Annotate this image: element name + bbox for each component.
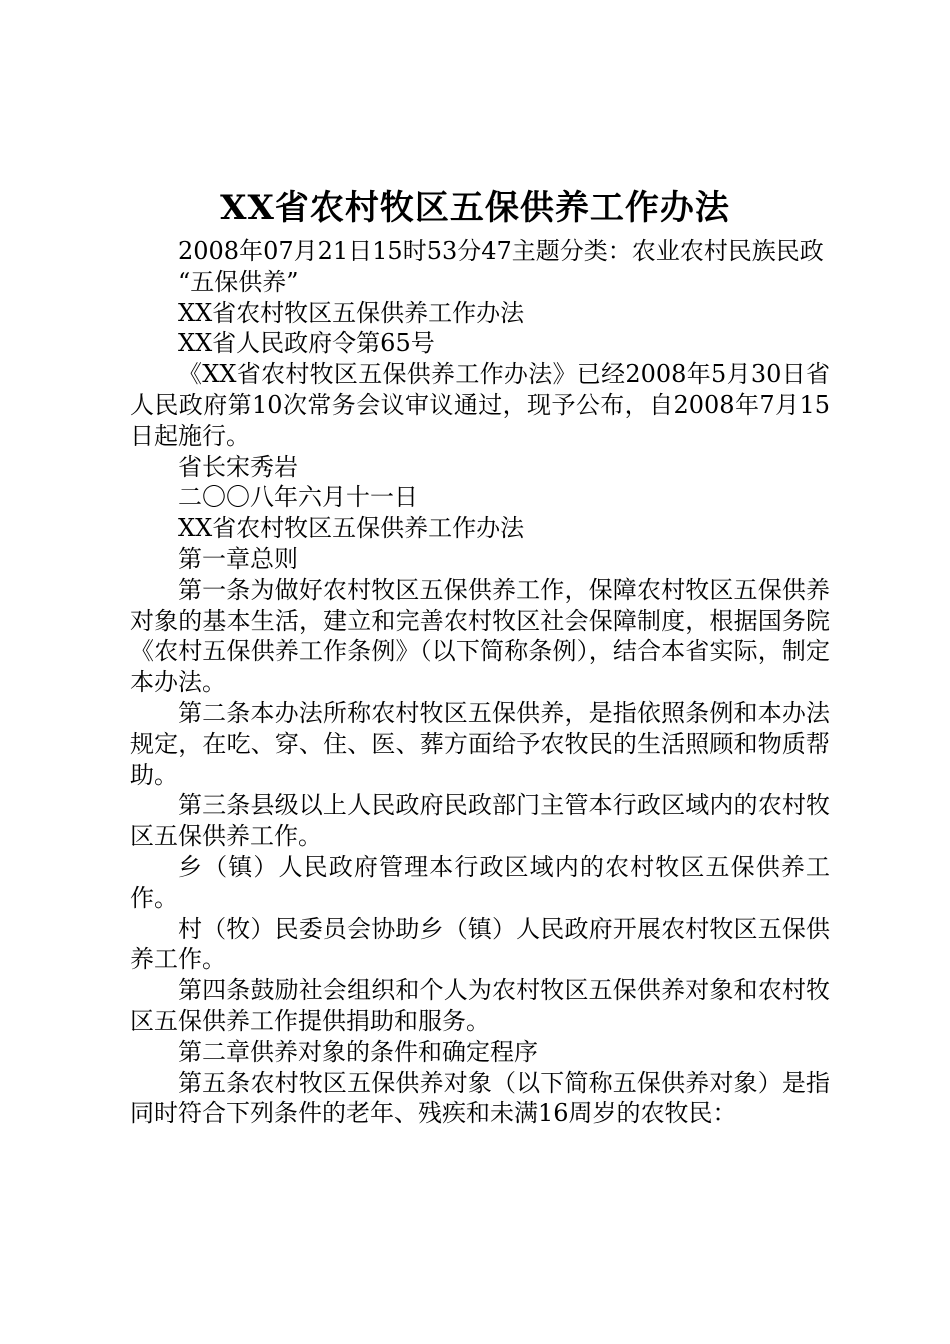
chapter-heading: 第二章供养对象的条件和确定程序 [178,1037,538,1066]
article-paragraph: 村（牧）民委员会协助乡（镇）人民政府开展农村牧区五保供养工作。 [130,914,830,974]
article-paragraph: 乡（镇）人民政府管理本行政区域内的农村牧区五保供养工作。 [130,852,830,912]
promulgation-text: 《XX省农村牧区五保供养工作办法》已经2008年5月30日省人民政府第10次常务会议审议通过，现予公布，自2008年7月15日起施行。 [130,360,830,450]
regulation-name: XX省农村牧区五保供养工作办法 [178,298,525,327]
chapter-heading: 第一章总则 [178,544,298,573]
signatory: 省长宋秀岩 [178,452,298,481]
topic-label: “五保供养” [178,267,299,296]
document-body [130,236,830,1129]
publish-info: 2008年07月21日15时53分47主题分类：农业农村民族民政 [178,237,824,265]
article-paragraph: 第二条本办法所称农村牧区五保供养，是指依照条例和本办法规定，在吃、穿、住、医、葬方面给予农牧民的生活照顾和物质帮助。 [130,698,830,789]
decree-number: XX省人民政府令第65号 [178,329,435,358]
article-paragraph: 第三条县级以上人民政府民政部门主管本行政区域内的农村牧区五保供养工作。 [130,791,830,851]
article-paragraph: 第一条为做好农村牧区五保供养工作，保障农村牧区五保供养对象的基本生活，建立和完善农村牧区社会保障制度，根据国务院《农村五保供养工作条例》（以下简称条例），结合本省实际，制定本办法。 [130,575,830,697]
regulation-title-repeat: XX省农村牧区五保供养工作办法 [178,514,525,543]
article-paragraph: 第五条农村牧区五保供养对象（以下简称五保供养对象）是指同时符合下列条件的老年、残疾和未满16周岁的农牧民： [130,1068,830,1128]
sign-date: 二〇〇八年六月十一日 [178,483,418,512]
document-title: XX省农村牧区五保供养工作办法 [220,188,730,228]
article-paragraph: 第四条鼓励社会组织和个人为农村牧区五保供养对象和农村牧区五保供养工作提供捐助和服务。 [130,976,830,1035]
